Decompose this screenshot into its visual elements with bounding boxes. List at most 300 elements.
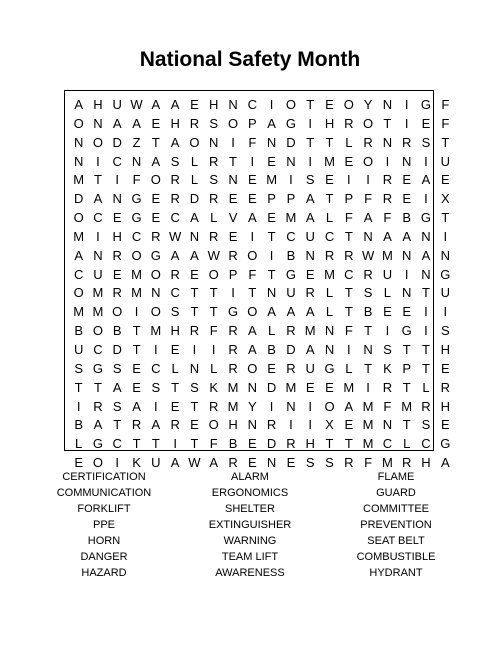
grid-letter: R (209, 191, 219, 207)
grid-letter: L (422, 379, 430, 395)
grid-letter: X (325, 417, 334, 433)
word-list-item: AWARENESS (215, 567, 285, 579)
word-list-item: HYDRANT (369, 567, 423, 579)
grid-letter: T (113, 417, 122, 433)
grid-letter: M (362, 417, 374, 433)
grid-letter: M (266, 172, 278, 188)
grid-letter: R (382, 379, 393, 395)
grid-letter: I (211, 341, 216, 357)
grid-row (69, 115, 455, 134)
grid-row (69, 134, 455, 153)
grid-letter: E (247, 436, 257, 452)
grid-letter: F (364, 191, 373, 207)
grid-letter: K (383, 360, 392, 376)
grid-letter: I (269, 398, 274, 414)
grid-letter: T (441, 134, 450, 150)
grid-letter: E (305, 379, 315, 395)
grid-row (69, 435, 455, 454)
grid-letter: N (131, 153, 142, 169)
grid-letter: P (228, 266, 238, 282)
grid-letter: F (364, 455, 373, 471)
grid-letter: R (402, 134, 412, 150)
grid-letter: E (112, 266, 122, 282)
grid-letter: M (150, 323, 162, 339)
grid-letter: F (344, 323, 353, 339)
grid-letter: H (324, 115, 335, 131)
grid-letter: N (440, 247, 450, 263)
grid-letter: W (168, 228, 182, 244)
grid-letter: B (74, 417, 83, 433)
grid-letter: S (209, 115, 219, 131)
grid-letter: O (189, 134, 200, 150)
grid-letter: T (325, 191, 334, 207)
grid-letter: T (344, 304, 353, 320)
grid-letter: A (267, 304, 276, 320)
grid-letter: R (170, 266, 180, 282)
grid-letter: E (151, 210, 161, 226)
grid-letter: O (247, 360, 258, 376)
grid-letter: E (267, 153, 276, 169)
grid-letter: X (440, 191, 450, 207)
grid-letter: E (440, 360, 450, 376)
grid-letter: H (305, 436, 315, 452)
grid-letter: C (421, 436, 431, 452)
grid-letter: I (385, 153, 390, 169)
grid-letter: A (151, 153, 161, 169)
grid-letter: D (112, 134, 122, 150)
grid-letter: F (383, 210, 392, 226)
grid-letter: E (325, 97, 334, 112)
grid-letter: R (151, 228, 161, 244)
grid-letter: G (131, 191, 142, 207)
grid-letter: I (346, 172, 351, 188)
grid-letter: T (383, 115, 392, 131)
grid-letter: E (305, 266, 315, 282)
grid-letter: E (325, 379, 334, 395)
grid-letter: I (96, 228, 100, 244)
grid-letter: N (402, 153, 412, 169)
grid-letter: I (96, 153, 100, 169)
grid-letter: F (248, 266, 257, 282)
grid-letter: D (73, 191, 84, 207)
grid-letter: O (150, 266, 161, 282)
grid-letter: M (381, 455, 393, 471)
grid-letter: R (189, 115, 200, 131)
grid-letter: R (363, 134, 373, 150)
grid-letter: O (73, 210, 84, 226)
grid-letter: R (266, 417, 277, 433)
grid-letter: A (286, 304, 296, 320)
grid-letter: I (76, 398, 81, 414)
word-list-item: TEAM LIFT (221, 551, 279, 563)
grid-letter: T (229, 153, 237, 169)
word-list-item: EXTINGUISHER (208, 519, 292, 531)
grid-letter: G (420, 210, 432, 226)
grid-letter: C (324, 228, 335, 244)
grid-letter: T (93, 172, 102, 188)
grid-letter: R (209, 228, 219, 244)
grid-row (69, 209, 455, 228)
grid-letter: H (421, 455, 431, 471)
grid-letter: A (93, 417, 103, 433)
grid-letter: I (308, 115, 313, 131)
grid-letter: T (151, 436, 160, 452)
grid-letter: B (267, 341, 276, 357)
grid-letter: E (132, 360, 141, 376)
grid-letter: R (228, 360, 238, 376)
grid-letter: A (112, 115, 122, 131)
grid-letter: R (421, 398, 431, 414)
grid-letter: N (189, 228, 200, 244)
grid-row (69, 303, 455, 322)
grid-letter: I (269, 97, 274, 112)
grid-letter: T (190, 436, 199, 452)
grid-letter: C (151, 360, 161, 376)
grid-letter: G (440, 436, 451, 452)
grid-letter: T (364, 323, 373, 339)
grid-letter: T (209, 285, 218, 301)
grid-letter: C (112, 436, 122, 452)
grid-letter: C (286, 228, 296, 244)
grid-letter: U (73, 341, 84, 357)
grid-letter: T (306, 97, 315, 112)
grid-letter: I (346, 341, 351, 357)
grid-letter: A (170, 247, 180, 263)
grid-letter: O (92, 323, 103, 339)
grid-letter: N (73, 134, 84, 150)
grid-letter: S (112, 360, 122, 376)
grid-letter: B (402, 210, 412, 226)
grid-letter: I (366, 379, 370, 395)
grid-letter: A (170, 97, 180, 112)
word-list-column-2 (175, 469, 325, 581)
grid-letter: L (190, 153, 199, 169)
grid-letter: A (112, 379, 122, 395)
grid-letter: A (74, 97, 83, 112)
grid-letter: I (115, 455, 120, 471)
grid-row (69, 398, 455, 417)
grid-letter: A (93, 191, 103, 207)
grid-letter: N (305, 247, 315, 263)
grid-letter: T (151, 134, 160, 150)
grid-row (69, 96, 455, 115)
grid-letter: W (130, 97, 143, 112)
grid-letter: R (382, 191, 393, 207)
grid-row (69, 379, 455, 398)
grid-letter: L (383, 285, 392, 301)
word-list-item: WARNING (223, 535, 277, 547)
grid-letter: A (305, 304, 315, 320)
grid-row (69, 171, 455, 190)
grid-letter: F (209, 436, 218, 452)
grid-letter: M (131, 266, 142, 282)
grid-letter: R (170, 417, 180, 433)
grid-letter: R (170, 172, 180, 188)
word-list-item: FORKLIFT (77, 503, 131, 515)
grid-letter: B (286, 247, 296, 263)
grid-letter: I (424, 153, 428, 169)
grid-letter: O (363, 153, 374, 169)
grid-letter: N (189, 360, 200, 376)
grid-letter: S (112, 398, 122, 414)
grid-letter: H (170, 323, 180, 339)
grid-letter: R (112, 285, 122, 301)
grid-letter: R (112, 247, 122, 263)
grid-letter: E (170, 341, 180, 357)
grid-letter: L (345, 134, 353, 150)
word-list-item: COMMITTEE (363, 503, 429, 515)
grid-letter: N (382, 417, 393, 433)
grid-letter: L (210, 210, 218, 226)
grid-letter: H (440, 341, 450, 357)
grid-letter: O (112, 304, 123, 320)
grid-row (69, 416, 455, 435)
grid-letter: N (151, 285, 161, 301)
grid-letter: A (247, 210, 257, 226)
grid-letter: I (192, 341, 197, 357)
grid-letter: O (247, 247, 258, 263)
grid-letter: R (363, 266, 373, 282)
grid-letter: A (363, 210, 373, 226)
grid-letter: F (209, 323, 218, 339)
grid-letter: F (441, 97, 450, 112)
grid-letter: B (112, 323, 122, 339)
grid-letter: T (402, 379, 411, 395)
grid-letter: G (285, 266, 296, 282)
grid-letter: O (73, 115, 84, 131)
word-list-item: DANGER (80, 551, 128, 563)
grid-letter: P (402, 360, 412, 376)
word-list-item: SEAT BELT (367, 535, 425, 547)
grid-letter: K (132, 455, 141, 471)
grid-letter: R (93, 398, 103, 414)
grid-letter: H (112, 228, 122, 244)
grid-letter: G (324, 360, 335, 376)
grid-letter: U (112, 97, 122, 112)
grid-letter: I (231, 134, 235, 150)
grid-letter: M (362, 436, 374, 452)
grid-letter: I (231, 285, 235, 301)
grid-letter: S (170, 304, 180, 320)
grid-letter: N (93, 115, 103, 131)
grid-letter: T (364, 360, 373, 376)
grid-letter: I (250, 153, 255, 169)
grid-letter: R (228, 341, 238, 357)
grid-letter: T (344, 436, 353, 452)
grid-letter: A (170, 134, 180, 150)
grid-letter: W (361, 247, 375, 263)
grid-letter: G (285, 115, 296, 131)
grid-letter: O (92, 134, 103, 150)
grid-letter: M (92, 285, 104, 301)
grid-letter: T (209, 304, 218, 320)
grid-letter: T (171, 379, 180, 395)
grid-letter: O (285, 97, 296, 112)
grid-letter: O (227, 115, 239, 131)
grid-letter: T (344, 228, 353, 244)
grid-letter: H (170, 115, 180, 131)
grid-letter: G (227, 304, 239, 320)
grid-letter: F (132, 172, 141, 188)
grid-letter: D (286, 341, 296, 357)
grid-letter: U (151, 455, 161, 471)
grid-letter: C (170, 210, 180, 226)
grid-letter: T (402, 341, 411, 357)
grid-row (69, 228, 455, 247)
grid-letter: T (441, 210, 450, 226)
grid-letter: N (266, 285, 277, 301)
grid-letter: I (404, 266, 409, 282)
grid-letter: M (381, 247, 393, 263)
grid-letter: R (324, 247, 335, 263)
grid-letter: M (304, 323, 316, 339)
grid-letter: A (421, 247, 431, 263)
grid-letter: I (289, 172, 293, 188)
grid-letter: L (75, 436, 83, 452)
grid-letter: I (385, 323, 390, 339)
grid-letter: I (308, 398, 313, 414)
grid-letter: N (324, 323, 335, 339)
word-list-item: SHELTER (225, 503, 275, 515)
grid-letter: A (247, 323, 257, 339)
grid-letter: R (131, 417, 142, 433)
grid-letter: T (267, 228, 276, 244)
grid-letter: N (112, 191, 122, 207)
word-list-item: COMMUNICATION (56, 487, 152, 499)
grid-letter: A (170, 455, 180, 471)
word-list-item: ERGONOMICS (211, 487, 289, 499)
grid-letter: F (383, 398, 392, 414)
grid-letter: I (424, 304, 428, 320)
grid-letter: E (170, 398, 180, 414)
word-list-column-3 (321, 469, 471, 581)
grid-letter: P (247, 115, 257, 131)
grid-letter: U (305, 228, 315, 244)
grid-letter: A (132, 398, 141, 414)
grid-letter: R (209, 398, 219, 414)
grid-letter: E (383, 304, 392, 320)
grid-letter: I (134, 304, 139, 320)
grid-letter: D (266, 436, 277, 452)
grid-letter: E (344, 153, 354, 169)
word-list-item: PPE (92, 519, 115, 531)
grid-letter: R (440, 379, 450, 395)
grid-letter: E (247, 191, 257, 207)
grid-letter: A (209, 455, 219, 471)
grid-letter: E (190, 266, 199, 282)
grid-letter: O (73, 285, 84, 301)
grid-letter: M (131, 285, 142, 301)
grid-letter: M (324, 266, 335, 282)
grid-letter: E (247, 172, 257, 188)
grid-letter: E (402, 304, 412, 320)
grid-letter: R (170, 191, 180, 207)
grid-letter: A (151, 417, 161, 433)
grid-letter: N (421, 266, 431, 282)
grid-letter: B (74, 323, 83, 339)
grid-letter: R (344, 115, 354, 131)
grid-letter: C (382, 436, 393, 452)
grid-letter: A (344, 398, 354, 414)
grid-letter: M (343, 379, 355, 395)
grid-letter: I (424, 191, 428, 207)
grid-letter: U (440, 153, 450, 169)
grid-letter: E (190, 417, 199, 433)
grid-letter: G (92, 360, 103, 376)
grid-letter: S (363, 285, 373, 301)
grid-letter: R (228, 455, 238, 471)
grid-letter: K (209, 379, 219, 395)
grid-letter: L (345, 360, 353, 376)
grid-letter: S (209, 172, 219, 188)
word-list-column-1 (29, 469, 179, 581)
grid-letter: G (420, 97, 432, 112)
grid-letter: L (325, 304, 334, 320)
grid-row (69, 247, 455, 266)
grid-letter: N (247, 379, 258, 395)
grid-letter: N (324, 341, 335, 357)
grid-letter: T (132, 436, 141, 452)
grid-letter: R (189, 323, 200, 339)
grid-letter: I (308, 153, 313, 169)
grid-letter: P (344, 191, 354, 207)
grid-letter: E (112, 210, 122, 226)
grid-letter: O (150, 172, 161, 188)
grid-letter: E (228, 228, 238, 244)
grid-letter: A (383, 228, 392, 244)
grid-letter: M (362, 398, 374, 414)
grid-letter: N (228, 97, 238, 112)
grid-letter: R (286, 360, 296, 376)
grid-letter: I (250, 228, 255, 244)
grid-letter: S (305, 455, 315, 471)
grid-letter: I (424, 323, 428, 339)
grid-letter: T (190, 398, 199, 414)
grid-letter: E (151, 191, 161, 207)
grid-letter: E (247, 455, 257, 471)
grid-letter: E (151, 115, 161, 131)
grid-letter: P (267, 191, 276, 207)
grid-letter: R (402, 455, 412, 471)
grid-letter: O (208, 266, 219, 282)
word-list-item: HAZARD (81, 567, 127, 579)
grid-letter: N (382, 97, 393, 112)
grid-row (69, 153, 455, 172)
grid-letter: P (286, 191, 296, 207)
grid-letter: A (402, 228, 412, 244)
grid-letter: R (209, 153, 219, 169)
grid-letter: M (227, 398, 239, 414)
grid-letter: E (325, 172, 334, 188)
grid-letter: T (74, 379, 83, 395)
grid-letter: O (131, 247, 142, 263)
grid-letter: O (363, 115, 374, 131)
grid-letter: C (112, 153, 122, 169)
grid-letter: L (210, 360, 218, 376)
grid-letter: I (269, 247, 274, 263)
grid-letter: A (151, 97, 161, 112)
grid-letter: N (286, 153, 296, 169)
grid-letter: M (73, 304, 85, 320)
grid-letter: I (443, 304, 448, 320)
grid-letter: T (325, 436, 334, 452)
grid-letter: H (93, 97, 103, 112)
grid-letter: H (209, 97, 219, 112)
grid-letter: T (325, 134, 334, 150)
grid-letter: C (247, 97, 258, 112)
grid-letter: E (267, 360, 276, 376)
grid-letter: E (344, 417, 354, 433)
